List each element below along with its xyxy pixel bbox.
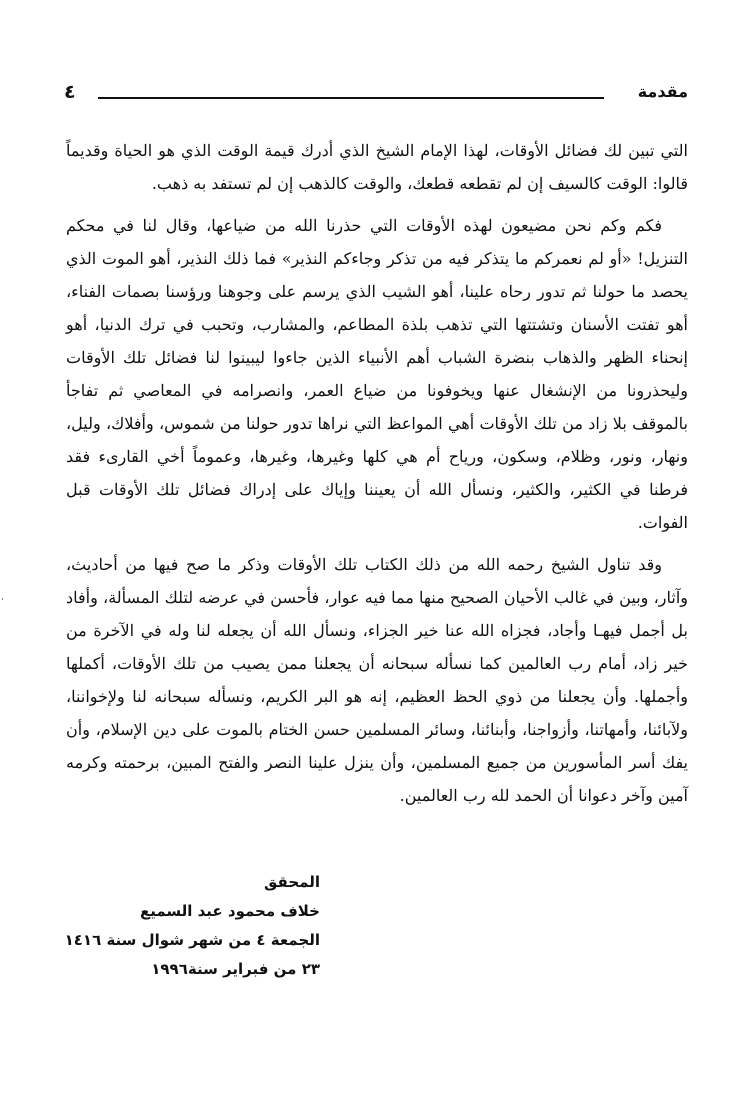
scan-edge-mark: [2, 598, 3, 600]
running-header: [64, 80, 688, 106]
signature-date-gregorian: ٢٣ من فبراير سنة١٩٩٦: [151, 960, 320, 978]
paragraph: التي تبين لك فضائل الأوقات، لهذا الإمام الشيخ الذي أدرك قيمة الوقت الذي هو الحياة وقديماً قالوا: الوقت كالسيف إن لم تقطعه قطعك، والوقت كالذهب إن لم تستفد به ذهب.: [66, 141, 688, 193]
body-text: [66, 134, 688, 812]
paragraph: فكم وكم نحن مضيعون لهذه الأوقات التي حذرنا الله من ضياعها، وقال لنا في محكم التنزيل! «أو لم نعمركم ما يتذكر فيه من تذكر وجاءكم النذير» فما ذلك النذير، أهو الموت الذي يحصد ما حولنا ثم تدور رحاه علينا، أهو الشيب الذي يرسم على وجوهنا ورؤسنا بصمات الفناء، أهو تفتت الأسنان وتشتتها التي تذهب بلذة المطاعم، والمشارب، وتحبب في ترك الدنيا، أهو إنحناء الظهر والذهاب بنضرة الشباب أهم الأنبياء الذين جاءوا ليبينوا لنا فضائل تلك الأوقات وليحذرونا من الإنشغال عنها ويخوفونا من ضياع العمر، وانصرامه في المعاصي ثم تفاجأ بالموقف بلا زاد من تلك الأوقات أهي المواعظ التي نراها تدور حولنا من شموس، وأفلاك، وليل، ونهار، ونور، وظلام، وسكون، ورياح أم هي كلها وغيرها، وغيرها، وعموماً أخي القارىء فقد فرطنا في الكثير، والكثير، ونسأل الله أن يعيننا وإياك على إدراك فضائل تلك الأوقات قبل الفوات.: [66, 216, 689, 532]
page-number: ٤: [64, 81, 76, 103]
signature-block: [64, 868, 320, 984]
paragraph: وقد تناول الشيخ رحمه الله من ذلك الكتاب تلك الأوقات وذكر ما صح فيها من أحاديث، وآثار، وبين في غالب الأحيان الصحيح منها مما فيه عوار، فأحسن في عرضه لتلك المسألة، وأفاد بل أجمل فيهـا وأجاد، فجزاه الله عنا خير الجزاء، ونسأل الله أن يجعله لنا وله في الآخرة من خير زاد، أمام رب العالمين كما نسأله سبحانه أن يجعلنا ممن يصيب من تلك الأوقات، أكملها وأجملها. وأن يجعلنا من ذوي الحظ العظيم، إنه هو البر الكريم، ونسأله سبحانه لنا ولإخواننا، ولآبائنا، وأمهاتنا، وأزواجنا، وأبنائنا، وسائر المسلمين حسن الختام بالموت على دين الإسلام، وأن يفك أسر المأسورين من جميع المسلمين، وأن ينزل علينا النصر والفتح المبين، برحمته وكرمه آمين وآخر دعوانا أن الحمد لله رب العالمين.: [66, 555, 688, 805]
chapter-title: مقدمة: [637, 82, 688, 101]
signature-date-hijri: الجمعة ٤ من شهر شوال سنة ١٤١٦: [64, 931, 320, 949]
header-rule: [98, 97, 604, 99]
signature-name: خلاف محمود عبد السميع: [139, 902, 320, 920]
signature-role: المحقق: [264, 873, 320, 891]
